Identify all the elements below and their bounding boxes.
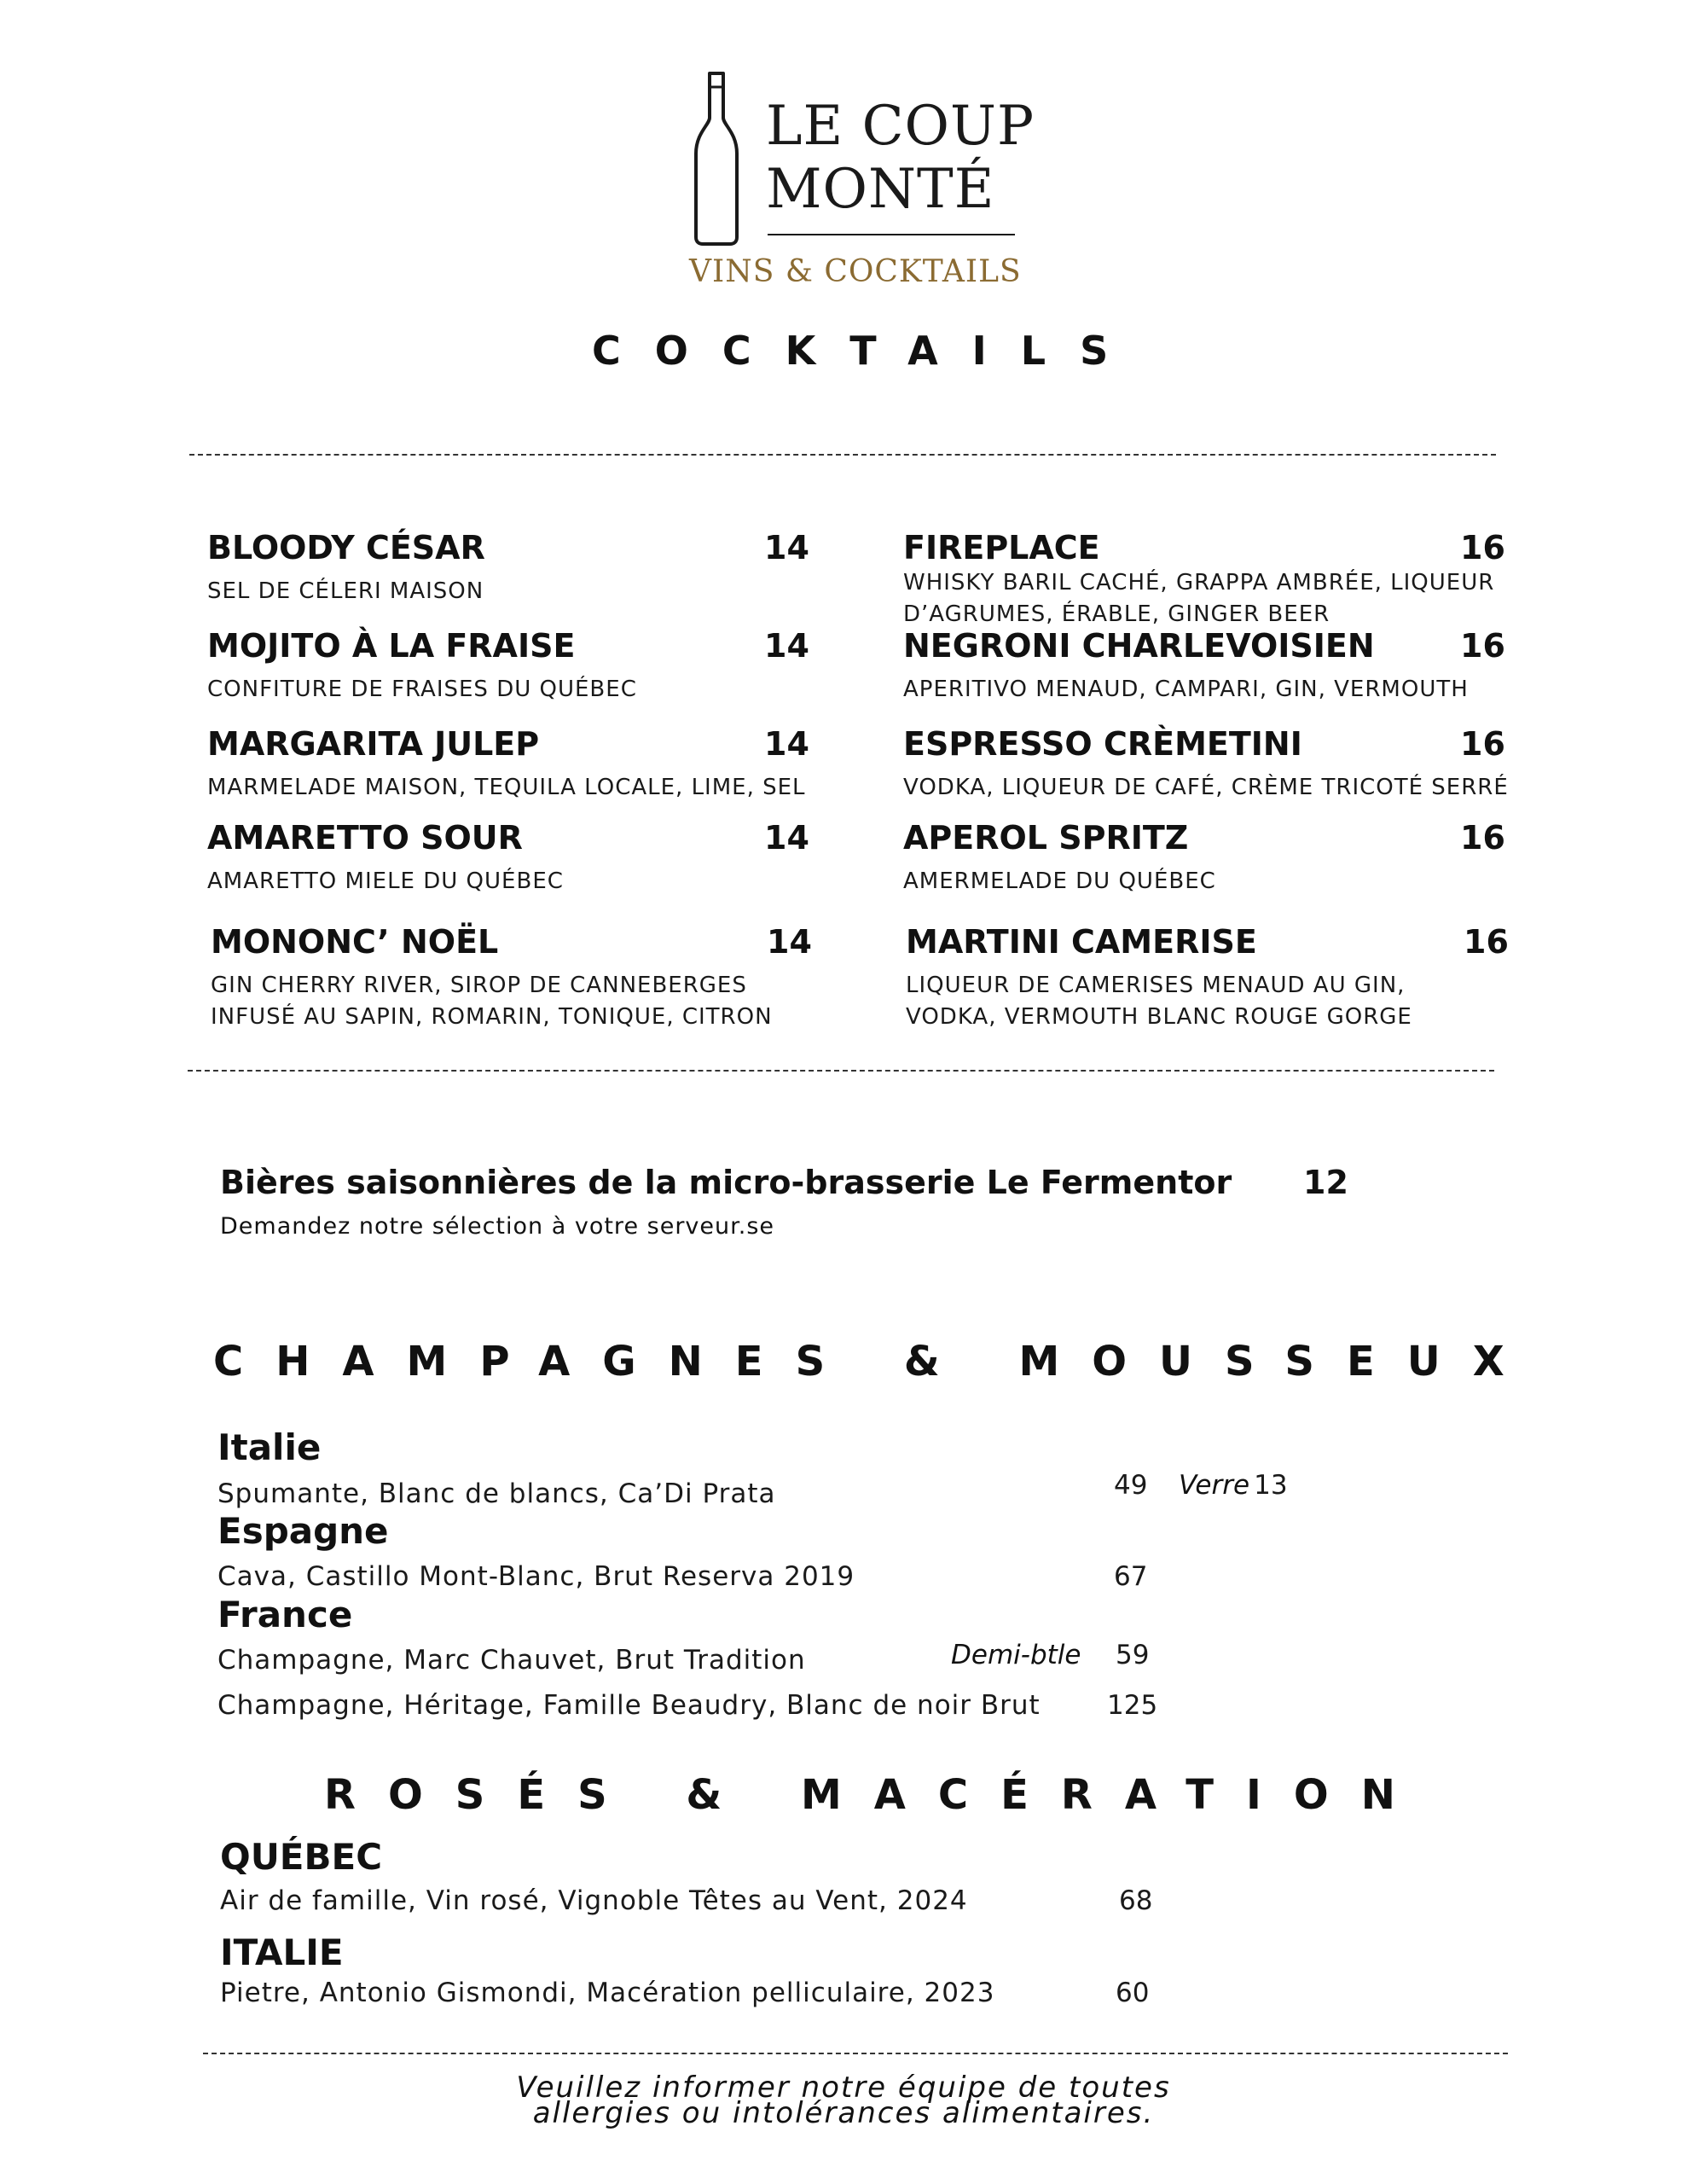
wine-item: Cava, Castillo Mont-Blanc, Brut Reserva 2019 xyxy=(217,1561,855,1592)
cocktail-name: MONONC’ NOËL xyxy=(211,923,499,961)
cocktail-name: FIREPLACE xyxy=(903,529,1100,566)
wine-item: Spumante, Blanc de blancs, Ca’Di Prata xyxy=(217,1478,776,1509)
cocktail-desc: SEL DE CÉLERI MAISON xyxy=(207,578,484,604)
wine-price: 49 xyxy=(1114,1470,1148,1501)
brand-name-line1: LE COUP xyxy=(766,95,1035,158)
cocktails-title: COCKTAILS xyxy=(592,328,1143,374)
beer-title: Bières saisonnières de la micro-brasserie Le Fermentor xyxy=(220,1164,1232,1201)
wine-item: Champagne, Héritage, Famille Beaudry, Blanc de noir Brut xyxy=(217,1690,1041,1721)
brand-name-line2: MONTÉ xyxy=(766,158,995,221)
wine-item: Champagne, Marc Chauvet, Brut Tradition xyxy=(217,1645,806,1676)
glass-price-group xyxy=(1179,1470,1288,1501)
cocktail-name: APEROL SPRITZ xyxy=(903,819,1189,857)
cocktail-price: 14 xyxy=(764,529,809,566)
beer-price: 12 xyxy=(1303,1164,1348,1201)
cocktail-name: AMARETTO SOUR xyxy=(207,819,523,857)
cocktail-desc: INFUSÉ AU SAPIN, ROMARIN, TONIQUE, CITRON xyxy=(211,1004,773,1030)
cocktail-price: 14 xyxy=(764,725,809,763)
cocktail-name: MARGARITA JULEP xyxy=(207,725,540,763)
cocktail-desc: CONFITURE DE FRAISES DU QUÉBEC xyxy=(207,677,637,702)
roses-title: ROSÉS & MACÉRATION xyxy=(324,1771,1428,1819)
wine-item: Air de famille, Vin rosé, Vignoble Têtes au Vent, 2024 xyxy=(220,1885,968,1916)
cocktail-desc: MARMELADE MAISON, TEQUILA LOCALE, LIME, SEL xyxy=(207,775,806,800)
region-espagne: Espagne xyxy=(217,1510,389,1552)
cocktail-name: MARTINI CAMERISE xyxy=(906,923,1257,961)
cocktail-name: NEGRONI CHARLEVOISIEN xyxy=(903,627,1375,665)
glass-price: 13 xyxy=(1254,1470,1288,1501)
dashed-divider xyxy=(203,2053,1508,2054)
cocktail-desc: VODKA, VERMOUTH BLANC ROUGE GORGE xyxy=(906,1004,1412,1030)
cocktail-price: 14 xyxy=(767,923,812,961)
wine-price: 68 xyxy=(1119,1885,1153,1916)
cocktail-price: 16 xyxy=(1464,923,1509,961)
cocktail-desc: AMERMELADE DU QUÉBEC xyxy=(903,868,1216,894)
region-italie-rose: ITALIE xyxy=(220,1931,344,1973)
cocktail-desc: VODKA, LIQUEUR DE CAFÉ, CRÈME TRICOTÉ SERRÉ xyxy=(903,775,1509,800)
dashed-divider xyxy=(188,1070,1494,1072)
cocktail-desc: APERITIVO MENAUD, CAMPARI, GIN, VERMOUTH xyxy=(903,677,1469,702)
wine-price: 67 xyxy=(1114,1561,1148,1592)
cocktail-price: 16 xyxy=(1460,627,1505,665)
cocktail-desc: WHISKY BARIL CACHÉ, GRAPPA AMBRÉE, LIQUEUR xyxy=(903,570,1495,595)
cocktail-price: 14 xyxy=(764,819,809,857)
wine-item: Pietre, Antonio Gismondi, Macération pelliculaire, 2023 xyxy=(220,1978,995,2008)
wine-bottle-logo-icon xyxy=(693,70,740,247)
region-italie: Italie xyxy=(217,1426,322,1468)
cocktail-desc: GIN CHERRY RIVER, SIROP DE CANNEBERGES xyxy=(211,973,747,998)
dashed-divider xyxy=(189,454,1496,456)
cocktail-desc: D’AGRUMES, ÉRABLE, GINGER BEER xyxy=(903,601,1330,627)
cocktail-name: BLOODY CÉSAR xyxy=(207,529,485,566)
cocktail-price: 16 xyxy=(1460,819,1505,857)
cocktail-price: 16 xyxy=(1460,529,1505,566)
cocktail-price: 14 xyxy=(764,627,809,665)
half-bottle-label: Demi-btle xyxy=(951,1640,1081,1670)
logo-divider xyxy=(768,234,1015,235)
brand-subtitle: VINS & COCKTAILS xyxy=(689,254,1022,289)
cocktail-name: ESPRESSO CRÈMETINI xyxy=(903,725,1302,763)
champagnes-title: CHAMPAGNES & MOUSSEUX xyxy=(213,1338,1537,1385)
cocktail-desc: LIQUEUR DE CAMERISES MENAUD AU GIN, xyxy=(906,973,1406,998)
wine-price: 60 xyxy=(1116,1978,1150,2008)
cocktail-desc: AMARETTO MIELE DU QUÉBEC xyxy=(207,868,564,894)
cocktail-price: 16 xyxy=(1460,725,1505,763)
region-quebec: QUÉBEC xyxy=(220,1836,383,1878)
allergy-notice-line2: allergies ou intolérances alimentaires. xyxy=(532,2096,1155,2130)
wine-price: 125 xyxy=(1107,1690,1158,1721)
glass-label: Verre xyxy=(1179,1470,1250,1501)
beer-desc: Demandez notre sélection à votre serveur.se xyxy=(220,1213,774,1240)
cocktail-name: MOJITO À LA FRAISE xyxy=(207,627,576,665)
allergy-notice-line1: Veuillez informer notre équipe de toutes xyxy=(516,2071,1171,2105)
region-france: France xyxy=(217,1594,353,1635)
wine-price: 59 xyxy=(1116,1640,1150,1670)
